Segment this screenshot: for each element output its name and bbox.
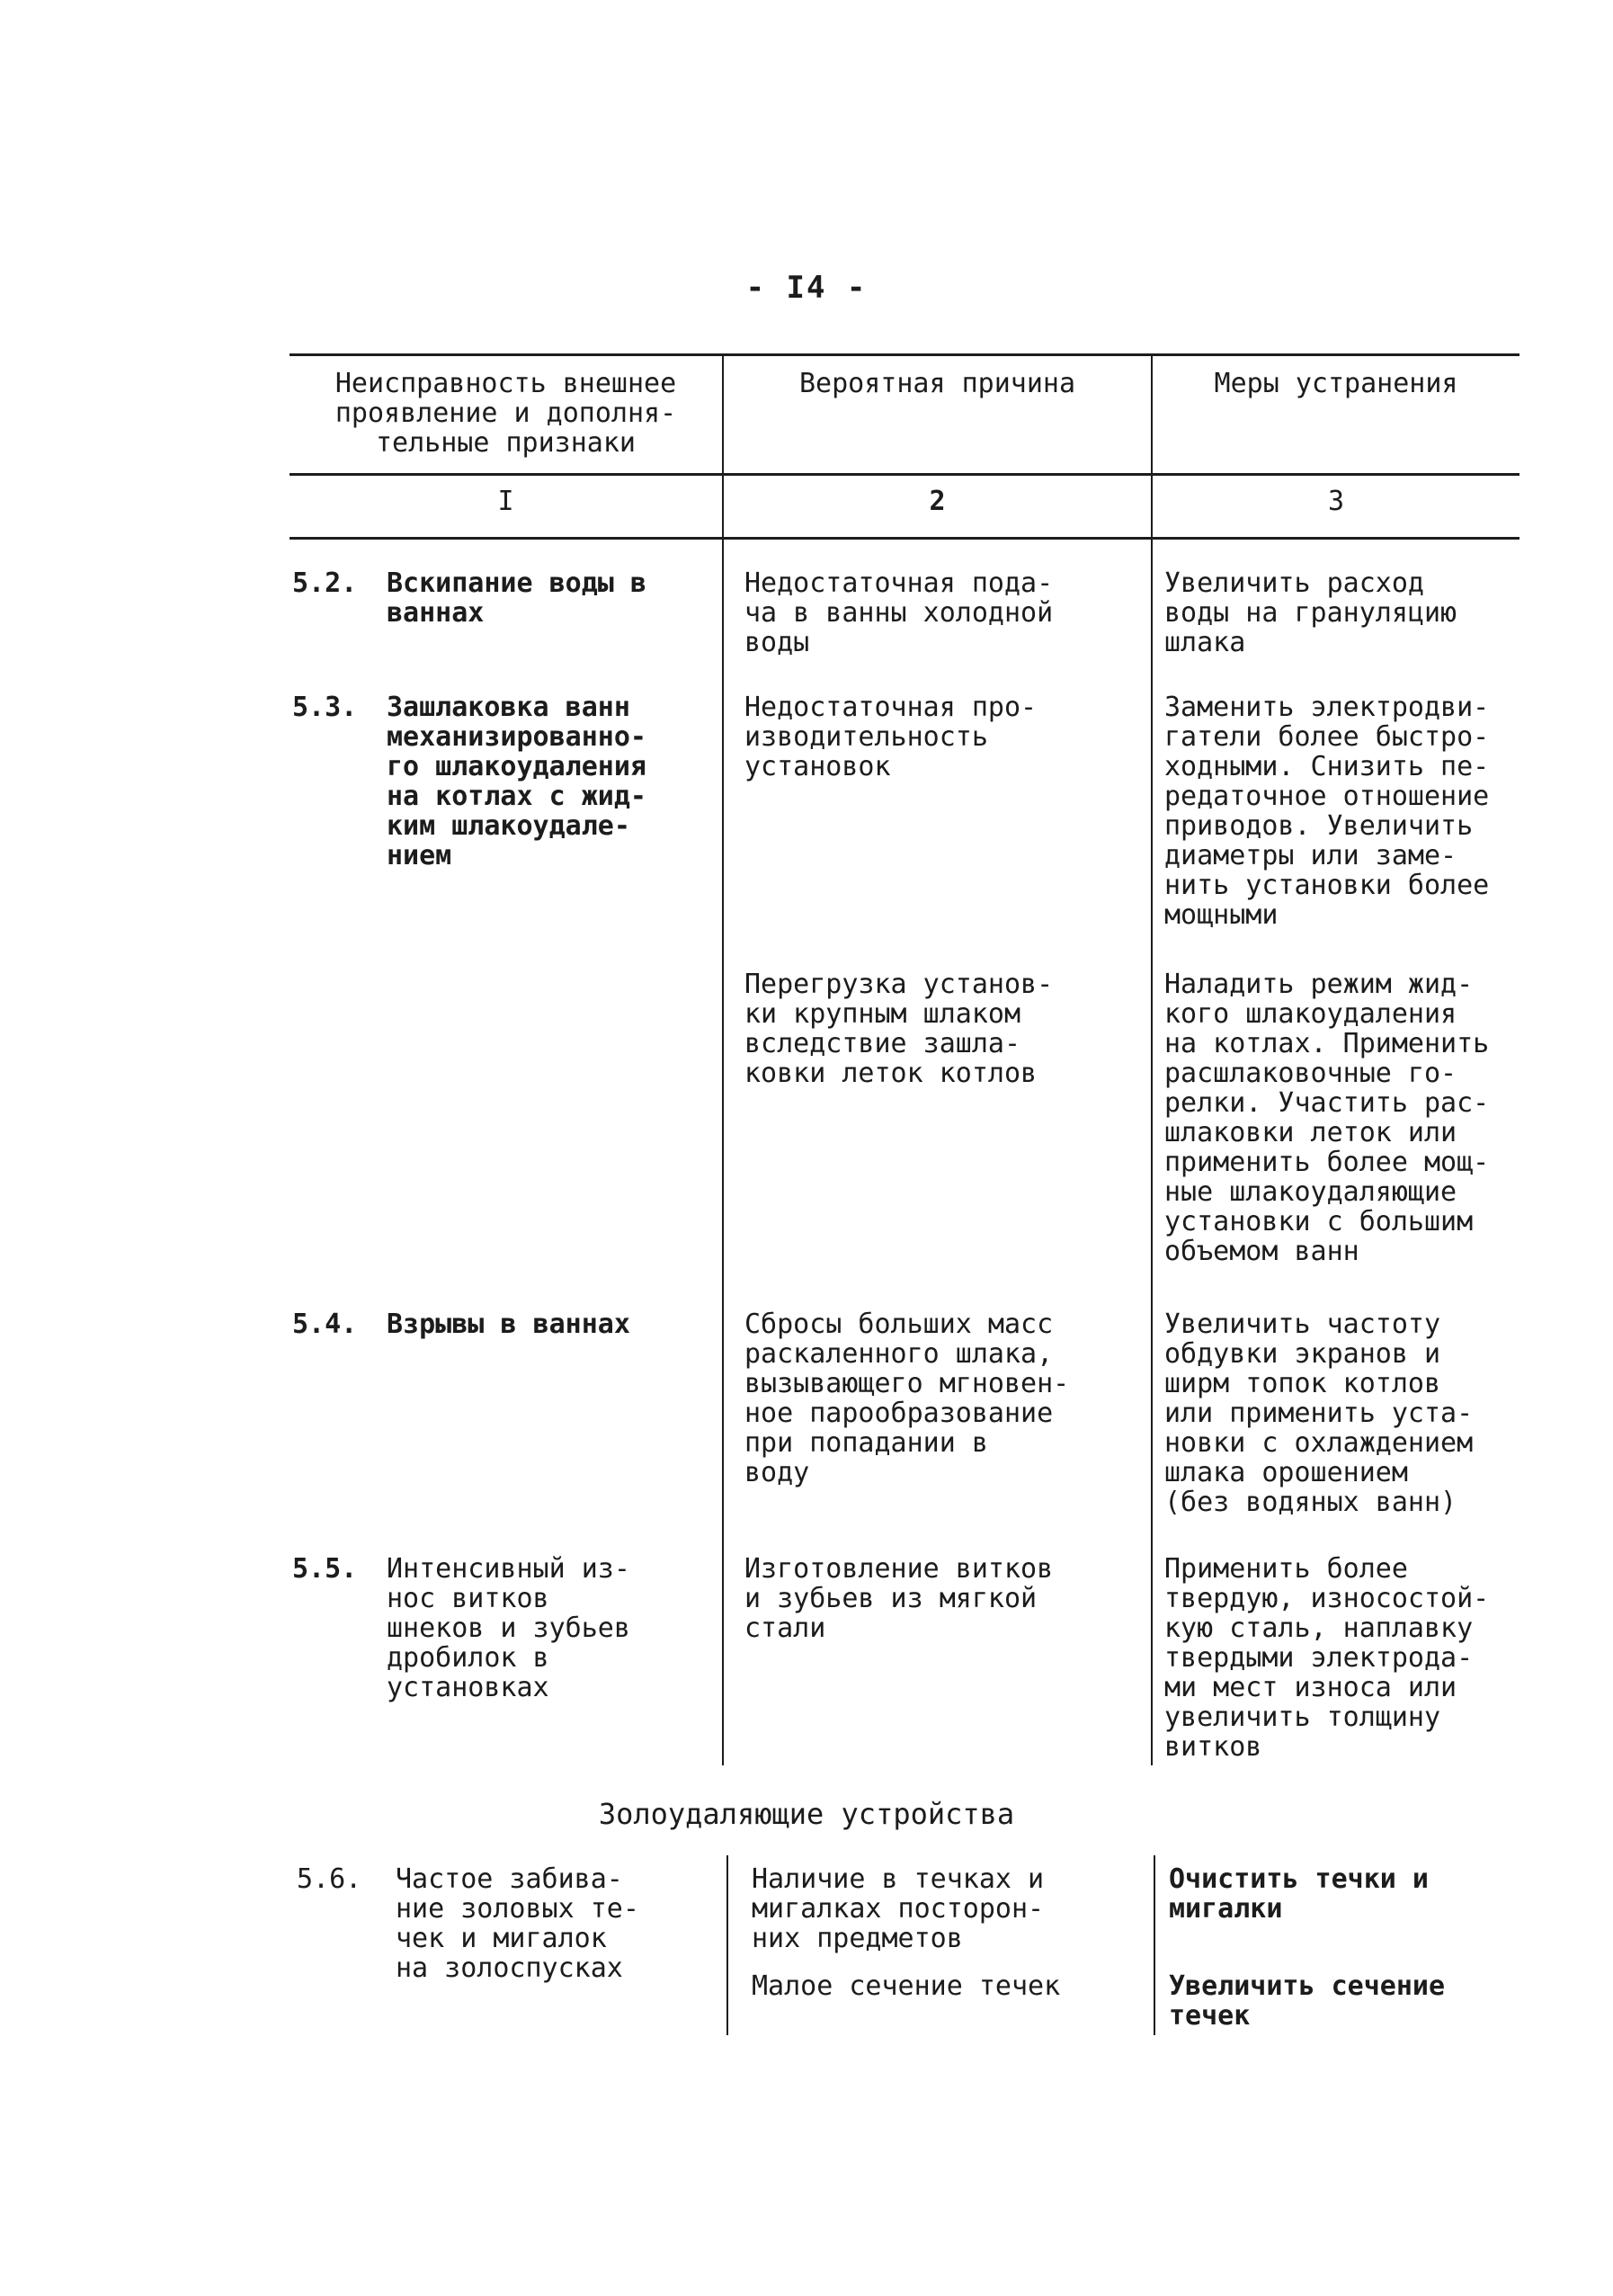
remedy-text: Увеличить расход воды на грануляцию шлака	[1164, 567, 1457, 658]
remedy-text: Заменить электродви- гатели более быстро- ходными. Снизить пе- редаточное отношение приводов. Увеличить диаметры или заме- нить установки более мощными	[1164, 692, 1490, 931]
header-fault: Неисправность внешнее проявление и дополня- тельные признаки	[334, 368, 677, 459]
header-cause: Вероятная причина	[798, 368, 1076, 399]
fault-text: Зашлаковка ванн механизированно- го шлакоудаления на котлах с жид- ким шлакоудале- нием	[387, 692, 646, 871]
remedy-text: Применить более твердую, износостой- кую сталь, наплавку твердыми электрода- ми мест износа или увеличить толщину витков	[1164, 1553, 1490, 1763]
fault-text: Взрывы в ваннах	[387, 1309, 630, 1340]
section-divider-1	[726, 1855, 728, 2035]
column-divider-2	[1151, 353, 1153, 1765]
cause-text: Недостаточная про- изводительность установок	[744, 692, 1038, 782]
cause-text: Перегрузка установ- ки крупным шлаком вследствие зашла- ковки леток котлов	[744, 969, 1054, 1089]
row-number: 5.2.	[292, 567, 358, 599]
fault-text: Частое забива- ние золовых те- чек и мигалок на золоспусках	[396, 1863, 639, 1984]
header-remedy: Меры устранения	[1214, 368, 1458, 399]
cause-text: Изготовление витков и зубьев из мягкой стали	[744, 1553, 1054, 1644]
number-row-rule	[290, 537, 1519, 540]
cause-text: Малое сечение течек	[752, 1970, 1061, 2002]
section-divider-2	[1154, 1855, 1155, 2035]
row-number: 5.3.	[292, 692, 358, 723]
column-number-2: 2	[929, 486, 946, 517]
fault-text: Интенсивный из- нос витков шнеков и зубьев дробилок в установках	[387, 1553, 630, 1703]
remedy-text: Увеличить частоту обдувки экранов и ширм топок котлов или применить уста- новки с охлаждением шлака орошением (без водяных ванн)	[1164, 1309, 1474, 1518]
cause-text: Недостаточная пода- ча в ванны холодной воды	[744, 567, 1054, 658]
row-number: 5.4.	[292, 1309, 358, 1340]
row-number: 5.6.	[297, 1863, 362, 1895]
header-rule	[290, 473, 1519, 476]
remedy-text: Увеличить сечение течек	[1169, 1970, 1446, 2032]
cause-text: Сбросы больших масс раскаленного шлака, вызывающего мгновен- ное парообразование при попадании в воду	[744, 1309, 1070, 1488]
table-top-rule	[290, 353, 1519, 356]
section-heading: Золоудаляющие устройства	[598, 1797, 1015, 1831]
remedy-text: Очистить течки и мигалки	[1169, 1863, 1429, 1925]
cause-text: Наличие в течках и мигалках посторон- них предметов	[752, 1863, 1045, 1954]
page-number: - I4 -	[745, 270, 868, 306]
row-number: 5.5.	[292, 1553, 358, 1585]
column-divider-1	[722, 353, 724, 1765]
column-number-1: I	[497, 486, 514, 517]
column-number-3: 3	[1327, 486, 1345, 517]
remedy-text: Наладить режим жид- кого шлакоудаления на котлах. Применить расшлаковочные го- релки. Участить рас- шлаковки леток или применить более мощ- ные шлакоудаляющие установки с большим объемом ванн	[1164, 969, 1490, 1267]
fault-text: Вскипание воды в ваннах	[387, 567, 646, 629]
